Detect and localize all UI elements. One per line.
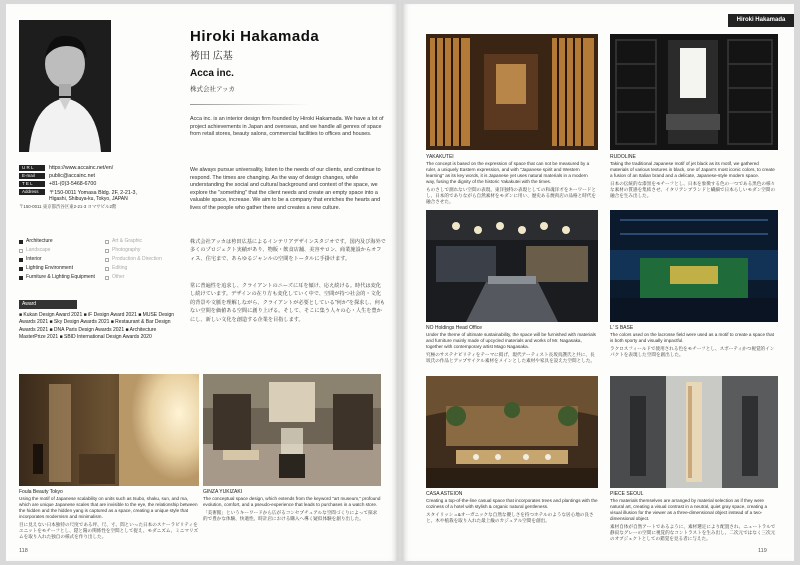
caption-text-en: The materials themselves are arranged by material selection as if they were natural art, creating a visual contrast in a neutral, quiet gray space, creating a visual illusion for the viewer as a three-dimensional object instead of a two-dimensional object.	[610, 498, 768, 521]
caption-text-jp: 素材自体が自然アートであるように、素材選定により配置され、ニュートラルで静寂なグレーの空間に視覚的なコントラストを生み出し、二次元ではなく三次元のオブジェクトとしての錯覚を見る者に与えた。	[610, 524, 776, 541]
address-label: Address	[19, 189, 45, 195]
checked-square-icon	[19, 276, 23, 280]
email-label: E-mail	[19, 173, 45, 179]
photo-foula-beauty	[19, 374, 199, 486]
unchecked-square-icon	[105, 267, 109, 271]
category-lighting: Lighting Environment	[19, 265, 105, 272]
category-production-direction: Production & Direction	[105, 256, 189, 263]
category-photography: Photography	[105, 247, 189, 254]
unchecked-square-icon	[105, 240, 109, 244]
address-line-1: 〒150-0011 Yomasa Bldg. 2F, 2-21-3,	[49, 190, 137, 196]
photo-piece-seoul	[610, 376, 778, 488]
caption-text-jp: スタイリッシュ&オーガニックな自然な優しさを持つホテルのような居心地の良さと、木や植栽を取り入れた最上級のカジュアル空間を創出。	[426, 512, 594, 523]
category-editing: Editing	[105, 265, 189, 272]
caption-yakakutei	[426, 154, 598, 205]
caption-text-jp: ラクロスフィールドで使用される色をモチーフとし、スポーティかつ視覚的インパクトを表現した空間を創出した。	[610, 346, 775, 357]
caption-text-en: Using the motif of Japanese scalability on units such as tsubo, shaku, sun, and ma, which are unique Japanese scales that are invisible to the eye, the relationship between the hidden and the hidden yang is captured as a space, creating a unique style that incorporates modernism and minimalism.	[19, 496, 198, 519]
contact-email-row	[19, 172, 179, 180]
photo-ls-base	[610, 210, 778, 322]
caption-no-holdings	[426, 325, 598, 364]
caption-title: Foula Beauty Tokyo	[19, 489, 63, 495]
checked-square-icon	[19, 267, 23, 271]
category-list	[19, 238, 189, 281]
photo-rudoline	[610, 34, 778, 150]
photo-casa-asteion	[426, 376, 598, 488]
category-architecture: Architecture	[19, 238, 105, 245]
photo-ginza-yukizaki	[203, 374, 381, 486]
contact-tel-row	[19, 180, 179, 188]
intro-paragraph-jp-2: 常に普遍性を追求し、クライアントのニーズに耳を傾け、応え続ける。時代は変化し続けています。デザインの在り方も変化していく中で、空間が持つ社会的・文化的背景や文脈を理解しながら、クライアントが必要としている"何か"を探求し、何もない空間を価値ある空間に創り上げる。そして、そこに集う人々の心・人生を豊かにし、新しい文化を創造する企業を目指します。	[190, 283, 386, 323]
designer-portrait	[19, 20, 111, 152]
caption-text-en: The colors used on the lacrosse field were used as a motif to create a space that is both sporty and visually impactful.	[610, 332, 774, 343]
address-line-2: Higashi, Shibuya-ku, Tokyo, JAPAN	[49, 196, 128, 202]
category-other: Other	[105, 274, 189, 281]
designer-name-en: Hiroki Hakamada	[190, 28, 320, 45]
caption-title: L' S BASE	[610, 325, 634, 331]
caption-casa	[426, 491, 598, 524]
photo-no-holdings	[426, 210, 598, 322]
contact-block	[19, 164, 179, 210]
award-list: ■ Kukan Design Award 2021 ■ iF Design Award 2021 ■ MUSE Design Awards 2021 ■ Sky Design Awards 2021 ■ Restaurant & Bar Design Awards 2021 ■ DNA Paris Design Awards 2021 ■ Architecture MasterPrize 2021 ■ SBID International Design Awards 2020	[19, 312, 175, 341]
caption-text-jp: 究極のサステナビリティをテーマに掲げ、現代アーティスト長坂真護氏と共に、長坂氏の作品とアップサイクル素材をメインとした素材や家具を設えた空間とした。	[426, 352, 596, 363]
tel-value: +81-(0)3-5468-6700	[49, 181, 97, 187]
unchecked-square-icon	[105, 258, 109, 262]
caption-text-jp: 日本の伝統的な漆黒をモチーフとし、日本を象徴する色の一つである黒色の様々な素材の質感を集結させ、イタリアンブランドと繊細で日本らしいモダン空間の融合を生み出した。	[610, 181, 776, 198]
caption-title: RUDOLINE	[610, 154, 636, 160]
caption-title: YAKAKUTEI	[426, 154, 454, 160]
caption-text-en: The concept is based on the expression of space that can not be measured by a ruler, a uniquely Eastern expression, and with "Japanese spirit and Western learning" as its key words, it is Japanese yet uses natural materials in a modern way, fusing the dignity of the historic Yakakutei with the times.	[426, 161, 590, 184]
checked-square-icon	[19, 240, 23, 244]
divider	[190, 104, 310, 105]
caption-ls-base	[610, 325, 778, 358]
intro-paragraph-jp-1: 株式会社アッカは袴田広基によるインテリアデザインスタジオです。国内及び海外で多くのプロジェクト実績があり、物販・飲食店舗、美容サロン、商業施設からオフィス、住宅まで、あらゆるジャンルの空間をトータルに手掛けます。	[190, 239, 386, 262]
page-number-left: 118	[19, 548, 28, 554]
left-page	[6, 4, 398, 561]
category-art-graphic: Art & Graphic	[105, 238, 189, 245]
unchecked-square-icon	[19, 249, 23, 253]
category-landscape: Landscape	[19, 247, 105, 254]
caption-text-jp: 「美術館」というキーワードから広がるコンセプチュアルな空間づくりによって探求的で豊かな体験、快適性、時計店における購入へ導く疑似体験を創り出した。	[203, 510, 378, 521]
caption-text-jp: ものさしで測れない空間の表現、東洋独特の表現としての和魂洋才をキーワードとし、日本的でありながら自然素材をモダンに用い、歴史ある焼肉店の品格と時代を融合させた。	[426, 187, 597, 204]
url-label: U R L	[19, 165, 45, 171]
caption-foula	[19, 489, 199, 540]
contact-url-row	[19, 164, 179, 172]
intro-paragraph-en-1: Acca inc. is an interior design firm founded by Hiroki Hakamada. We have a lot of project achievements in Japan and overseas, and we handle all genres of space from retail stores, beauty salons, commercial facilities to offices and houses.	[190, 116, 384, 138]
intro-paragraph-en-2: We always pursue universality, listen to the needs of our clients, and continue to respond. The times are changing. As the way of design changes, while understanding the social and cultural background and context of the space, we explore the "something" that the client needs and create an empty space into a valuable space, increase. We aim to be a company that enriches the hearts and lives of the people who gather there and creates a new culture.	[190, 167, 381, 211]
caption-title: PIECE SEOUL	[610, 491, 644, 497]
award-heading: Award	[19, 300, 77, 309]
caption-title: GINZA YUKIZAKI	[203, 489, 243, 495]
page-number-right: 119	[758, 548, 767, 554]
caption-piece	[610, 491, 778, 542]
caption-text-en: Taking the traditional Japanese motif of jet black as its motif, we gathered materials of various textures in black, one of Japan's most iconic colors, to create a fusion of an Italian brand and a delicate, Japanese-style modern space.	[610, 161, 775, 178]
email-link[interactable]: public@accainc.net	[49, 173, 96, 179]
contact-address-row	[19, 188, 179, 196]
photo-yakakutei	[426, 34, 598, 150]
right-page	[402, 4, 794, 561]
caption-title: NO Holdings Head Office	[426, 325, 483, 331]
address-jp: 〒150-0011 東京都渋谷区東2-21-3 ヨマサビル2階	[19, 204, 117, 209]
caption-text-jp: 目に見えない日本独特の尺度である坪、尺、寸、間といった日本のスケーラビリティをユニットをモチーフとし、隠と陽の関係性を空間として捉え、モダニズム、ミニマリズムを取り入れた独自の様式を作り出した。	[19, 522, 199, 539]
header-tag: Hiroki Hakamada	[728, 14, 794, 27]
unchecked-square-icon	[105, 249, 109, 253]
caption-text-en: The conceptual space design, which extends from the keyword "art museum," profound evolution, comfort, and a pseudo-experience that leads to purchases in a watch store.	[203, 496, 381, 507]
company-name-jp: 株式会社アッカ	[190, 86, 236, 93]
tel-label: T E L	[19, 181, 45, 187]
unchecked-square-icon	[105, 276, 109, 280]
category-interior: Interior	[19, 256, 105, 263]
url-link[interactable]: https://www.accainc.net/en/	[49, 165, 114, 171]
caption-text-en: Under the theme of ultimate sustainability, the space will be furnished with materials and furniture mainly made of upcycled materials and works of Mr. Nagasaka, together with contemporary artist Mago Nagasaka.	[426, 332, 596, 349]
checked-square-icon	[19, 258, 23, 262]
caption-ginza	[203, 489, 381, 522]
designer-name-jp: 袴田 広基	[190, 51, 233, 62]
caption-rudoline	[610, 154, 778, 199]
caption-text-en: Creating a top-of-the-line casual space that incorporates trees and plantings with the coziness of a hotel with stylish & organic natural gentleness.	[426, 498, 598, 509]
caption-title: CASA ASTEION	[426, 491, 463, 497]
category-furniture: Furniture & Lighting Equipment	[19, 274, 105, 281]
company-name-en: Acca inc.	[190, 68, 234, 79]
